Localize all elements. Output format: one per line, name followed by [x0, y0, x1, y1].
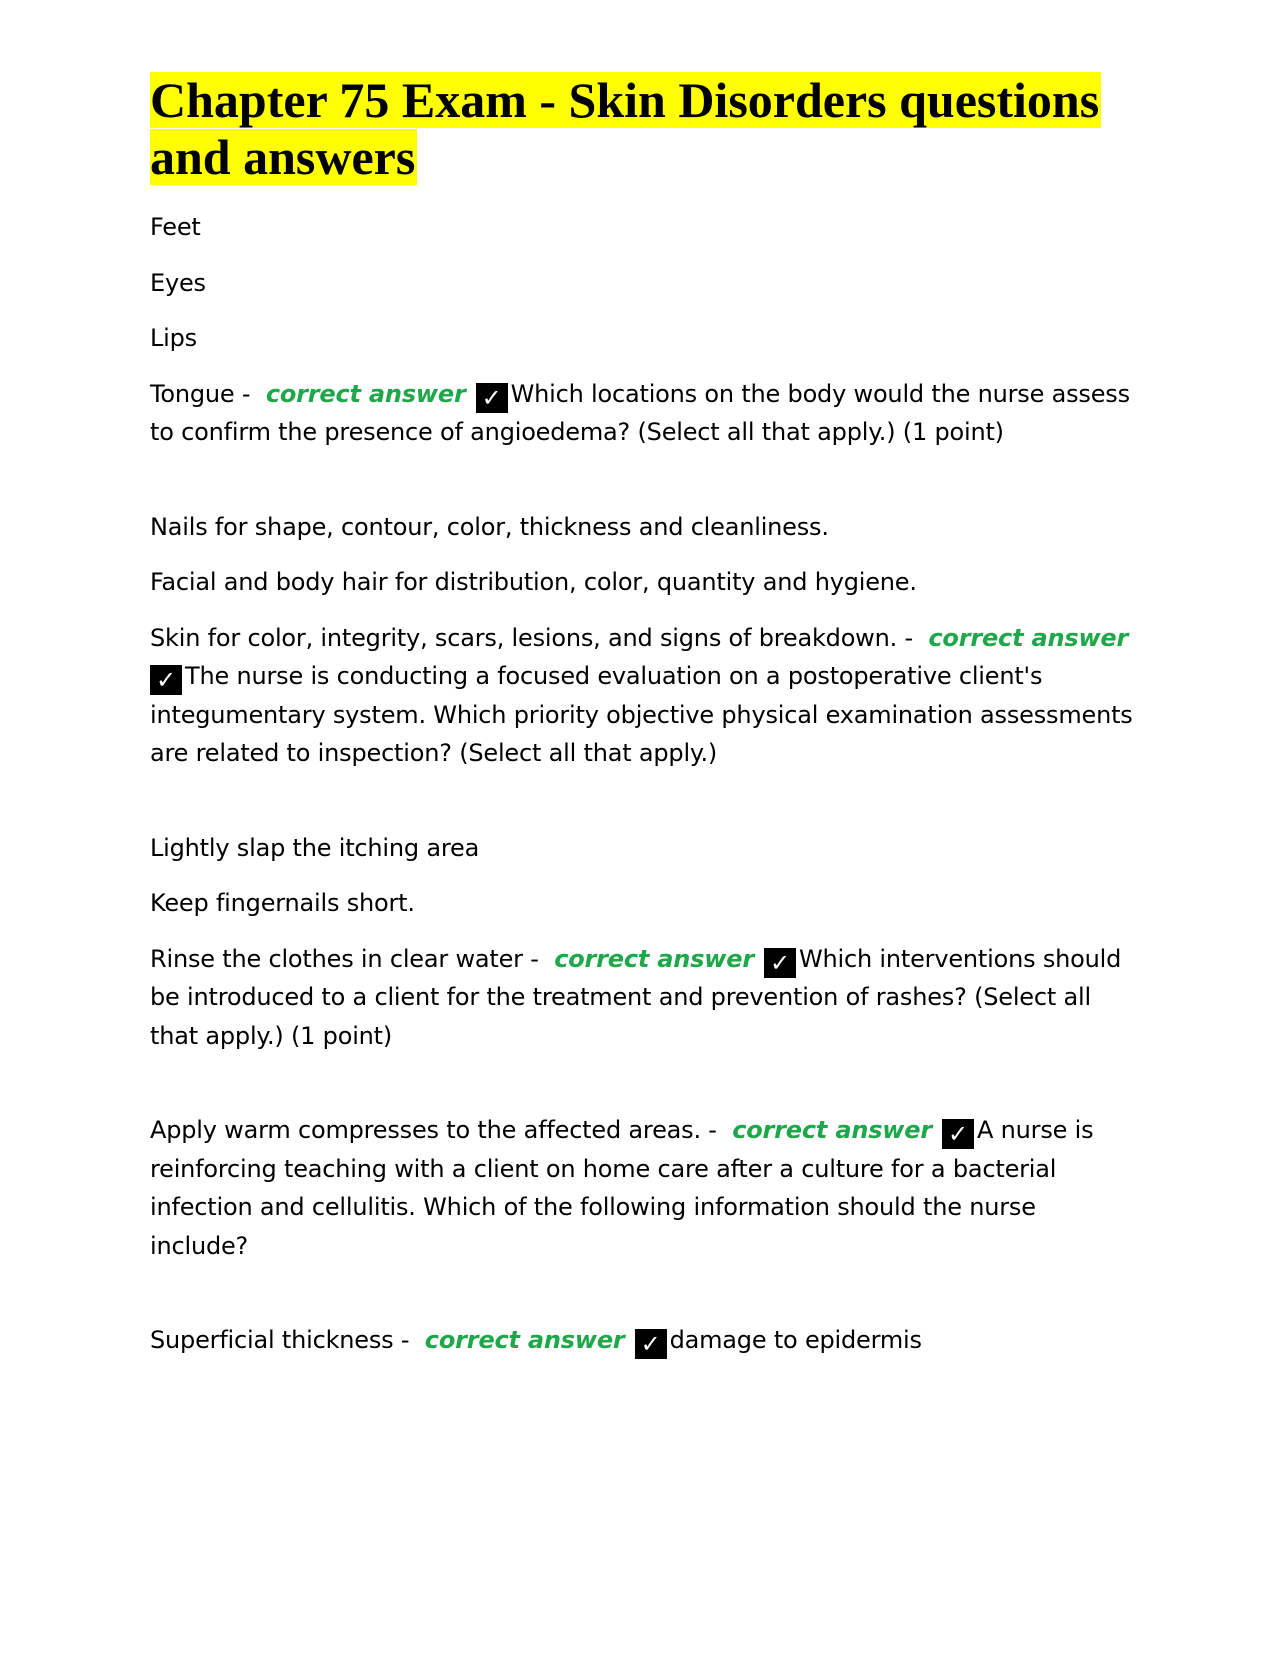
- answer-text: Superficial thickness -: [150, 1326, 417, 1354]
- question-text: Which interventions should be introduced to a client for the treatment and prevention of rashes? (Select all that apply.) (1 point): [150, 944, 1122, 1050]
- checkmark-icon: ✓: [476, 383, 508, 413]
- correct-answer-label: correct answer: [554, 944, 754, 973]
- answer-text: Skin for color, integrity, scars, lesions, and signs of breakdown. -: [150, 623, 921, 652]
- option-text: Lips: [150, 324, 197, 352]
- checkmark-icon: ✓: [764, 948, 796, 978]
- answer-text: Apply warm compresses to the affected areas. -: [150, 1116, 725, 1144]
- option-text: Keep fingernails short.: [150, 889, 415, 917]
- question-text: Which locations on the body would the nurse assess to confirm the presence of angioedema? (Select all that apply.) (1 point): [150, 379, 1130, 446]
- checkmark-icon: ✓: [942, 1119, 974, 1149]
- title-highlight: Chapter 75 Exam - Skin Disorders questions and answers: [150, 72, 1100, 185]
- checkmark-icon: ✓: [635, 1329, 667, 1359]
- option-text: Feet: [150, 213, 201, 241]
- option-text: Eyes: [150, 268, 206, 297]
- answer-paragraph: [150, 375, 1140, 452]
- question-text: damage to epidermis: [669, 1326, 922, 1354]
- question-text: The nurse is conducting a focused evaluation on a postoperative client's integumentary system. Which priority objective physical examination assessments are related to inspection? (Select all that apply.): [150, 662, 1133, 767]
- correct-answer-label: correct answer: [265, 379, 466, 408]
- answer-paragraph: [150, 1321, 1140, 1360]
- document-page: [150, 72, 1140, 1377]
- checkmark-icon: ✓: [150, 665, 182, 695]
- correct-answer-label: correct answer: [424, 1326, 625, 1354]
- correct-answer-label: correct answer: [732, 1116, 932, 1144]
- option-text: Facial and body hair for distribution, color, quantity and hygiene.: [150, 568, 917, 596]
- option-text: Lightly slap the itching area: [150, 833, 480, 862]
- option-text: Nails for shape, contour, color, thickness and cleanliness.: [150, 512, 829, 541]
- answer-paragraph: [150, 940, 1140, 1056]
- answer-paragraph: [150, 1111, 1140, 1265]
- answer-text: Rinse the clothes in clear water -: [150, 944, 547, 973]
- answer-text: Tongue -: [150, 379, 258, 408]
- correct-answer-label: correct answer: [928, 623, 1129, 652]
- page-title: [150, 72, 1140, 186]
- question-text: A nurse is reinforcing teaching with a client on home care after a culture for a bacterial infection and cellulitis. Which of the following information should the nurse include?: [150, 1116, 1094, 1260]
- answer-paragraph: [150, 619, 1140, 773]
